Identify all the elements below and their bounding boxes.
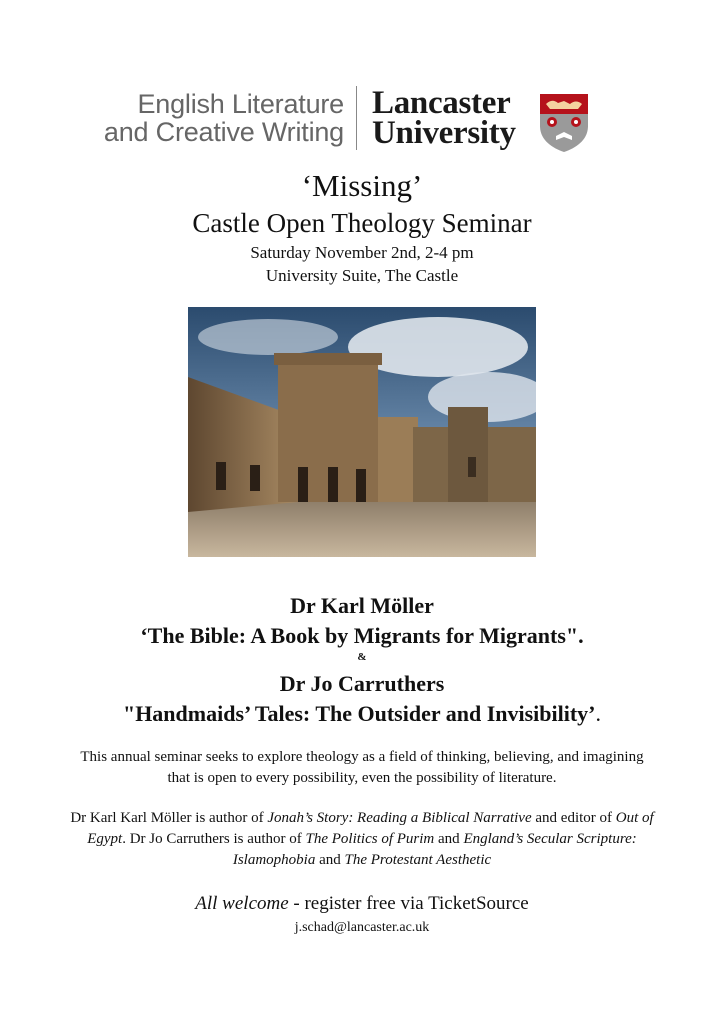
bio-text-2: and editor of	[531, 810, 616, 826]
department-line-1: English Literature	[137, 89, 344, 119]
speaker-2-name: Dr Jo Carruthers	[279, 671, 445, 696]
book-title-5: The Protestant Aesthetic	[344, 852, 492, 868]
welcome-text: All welcome	[195, 893, 289, 914]
speaker-1-name: Dr Karl Möller	[290, 593, 434, 618]
seminar-description: This annual seminar seeks to explore theology as a field of thinking, believing, and imagining that is open to every possibility, even the possibility of literature.	[80, 749, 644, 786]
event-subtitle: Castle Open Theology Seminar	[192, 208, 532, 238]
event-date: Saturday November 2nd, 2-4 pm	[250, 243, 474, 262]
department-line-2: and Creative Writing	[103, 117, 344, 147]
book-title-2: Out of Egypt	[87, 810, 654, 847]
bio-text-3: . Dr Jo Carruthers is author of	[122, 831, 306, 847]
bio-text-1: Dr Karl Karl Möller is author of	[70, 810, 268, 826]
registration-line	[0, 893, 724, 915]
register-text: - register free via TicketSource	[288, 893, 529, 914]
speaker-1-talk-title: ‘The Bible: A Book by Migrants for Migrants".	[140, 623, 584, 648]
castle-photo	[188, 307, 536, 557]
book-title-3: The Politics of Purim	[305, 831, 435, 847]
university-line-2: University	[372, 115, 516, 151]
contact-email[interactable]: j.schad@lancaster.ac.uk	[294, 920, 430, 935]
book-title-4: England’s Secular Scripture: Islamophobia	[232, 831, 637, 868]
bio-text-4: and	[434, 831, 464, 847]
speaker-2-talk-period: .	[595, 701, 602, 726]
university-line-1: Lancaster	[372, 85, 511, 121]
speaker-2-talk-text: "Handmaids’ Tales: The Outsider and Invisibility’	[122, 701, 596, 726]
speaker-bios	[60, 808, 664, 871]
speaker-separator: &	[357, 651, 367, 663]
event-title: ‘Missing’	[301, 168, 423, 203]
speaker-2-talk-title	[0, 701, 724, 727]
department-logo	[88, 90, 344, 146]
bio-text-5: and	[315, 852, 345, 868]
logo-divider	[356, 86, 357, 150]
university-logo	[372, 85, 542, 151]
event-venue: University Suite, The Castle	[265, 266, 459, 285]
book-title-1: Jonah’s Story: Reading a Biblical Narrative	[267, 810, 532, 826]
lancaster-crest-icon	[538, 92, 590, 154]
